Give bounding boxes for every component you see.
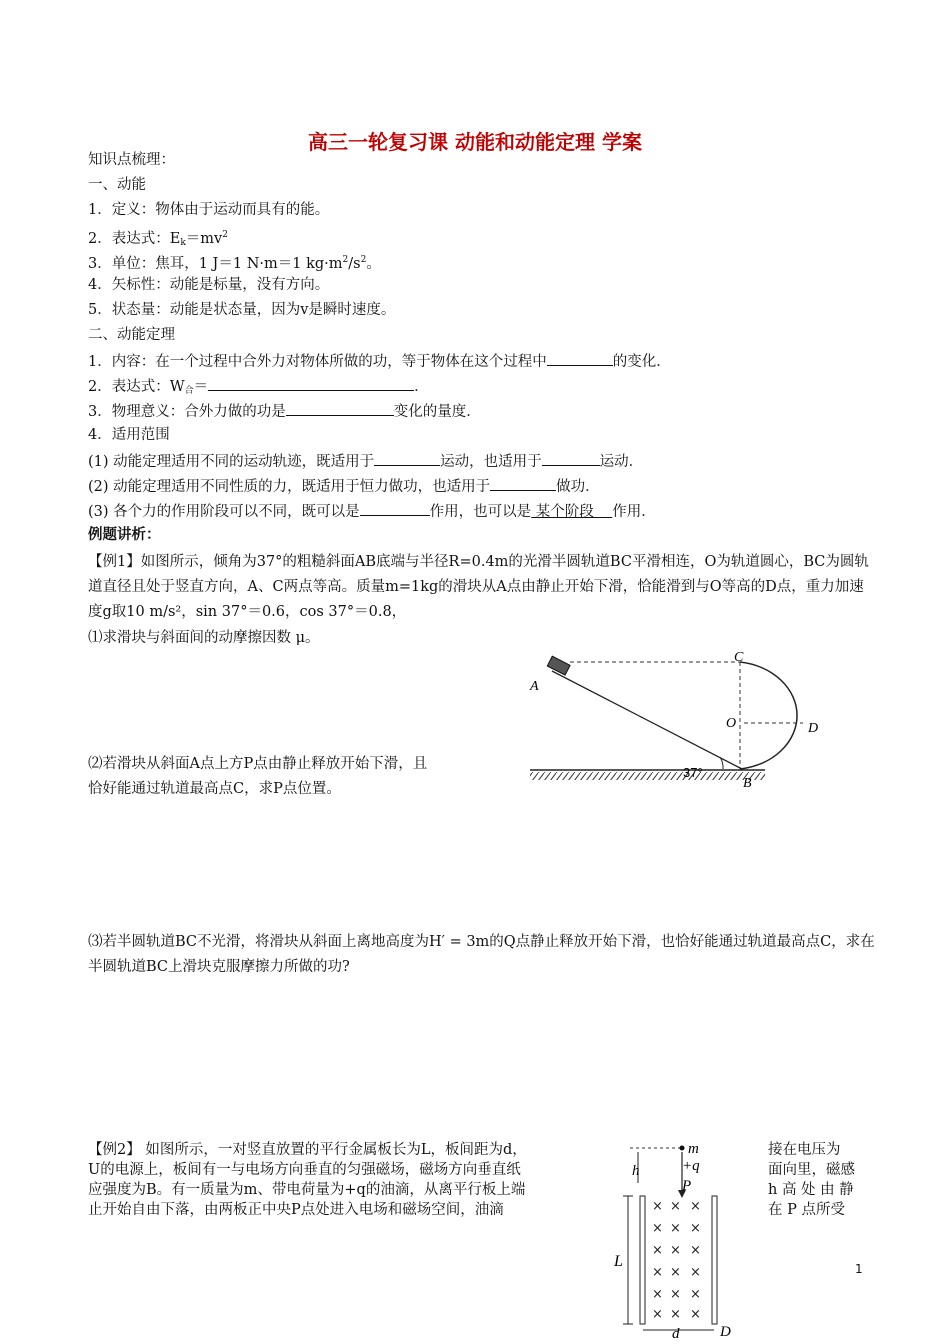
example-2-text-left: 【例2】 如图所示，一对竖直放置的平行金属板长为L，板间距为d， U的电源上，板间有一与电场方向垂直的匀强磁场，磁场方向垂直纸 应强度为B。有一质量为m、带电荷量为+q的油滴，从离平行板上端 止开始自由下落，由两板正中央P点处进入电场和磁场空间，油滴 [88,1142,527,1218]
blank-field[interactable] [542,450,600,466]
blank-field[interactable] [374,450,440,466]
semicircle-track [740,662,797,769]
svg-text:×: × [670,1287,681,1302]
svg-text:×: × [652,1287,663,1302]
item-state: 5．状态量：动能是状态量，因为v是瞬时速度。 [88,302,396,318]
blank-field[interactable] [547,350,613,366]
label-d-spacing: d [672,1326,680,1338]
label-o: O [726,716,737,731]
label-q: +q [682,1158,700,1174]
label-angle: 37° [683,765,703,780]
svg-text:×: × [652,1307,663,1322]
page-number: 1 [855,1262,863,1276]
theorem-scope: 4．适用范围 [88,427,170,443]
svg-text:×: × [670,1199,681,1214]
svg-text:×: × [670,1265,681,1280]
example-1-question-1: ⑴求滑块与斜面间的动摩擦因数 μ。 [88,630,320,646]
oil-drop [680,1146,685,1151]
blank-field[interactable] [490,475,556,491]
label-a: A [530,679,539,694]
blank-field[interactable] [360,500,430,516]
parallel-plates-figure [610,1138,745,1338]
svg-text:×: × [690,1243,701,1258]
examples-heading: 例题讲析： [88,527,161,543]
right-plate [712,1196,717,1324]
svg-text:×: × [690,1265,701,1280]
svg-text:×: × [670,1243,681,1258]
example-1-question-2b: 恰好能通过轨道最高点C，求P点位置。 [88,781,341,797]
theorem-content: 1．内容：在一个过程中合外力对物体所做的功，等于物体在这个过程中 的变化． [88,350,671,372]
svg-text:×: × [652,1221,663,1236]
example-2-text-right: 接在电压为 面向里，磁感 h 高 处 由 静 在 P 点所受 [768,1142,855,1218]
svg-text:×: × [670,1221,681,1236]
left-plate [640,1196,645,1324]
svg-text:×: × [690,1287,701,1302]
theorem-expression: 2．表达式：W合＝ ． [88,375,429,401]
label-d-plate: D [720,1324,731,1338]
scope-item-3: (3) 各个力的作用阶段可以不同，既可以是 作用，也可以是 某个阶段 作用． [88,500,656,522]
svg-text:×: × [652,1243,663,1258]
label-c: C [734,650,744,665]
page-title: 高三一轮复习课 动能和动能定理 学案 [308,130,642,154]
svg-text:×: × [652,1265,663,1280]
blank-field[interactable] [286,400,394,416]
item-expression: 2．表达式：$Ek=mv^2$ [88,230,228,248]
svg-text:×: × [670,1307,681,1322]
scope-item-2: (2) 动能定理适用不同性质的力，既适用于恒力做功，也适用于 做功． [88,475,600,497]
magnetic-field-crosses [652,1199,701,1322]
incline-semicircle-figure [520,645,820,800]
blank-field[interactable] [208,375,414,391]
example-1-question-2a: ⑵若滑块从斜面A点上方P点由静止释放开始下滑，且 [88,756,428,772]
svg-text:×: × [690,1307,701,1322]
scope-item-1: (1) 动能定理适用不同的运动轨迹，既适用于 运动，也适用于 运动． [88,450,643,472]
svg-text:×: × [652,1199,663,1214]
svg-text:×: × [690,1199,701,1214]
theorem-meaning: 3．物理意义：合外力做的功是 变化的量度． [88,400,481,422]
label-b: B [743,776,752,791]
incline-ab [552,671,742,769]
label-l: L [614,1253,623,1270]
section-1-title: 一、动能 [88,177,146,193]
slider-block [547,656,570,675]
section-2-title: 二、动能定理 [88,327,175,343]
item-definition: 1．定义：物体由于运动而具有的能。 [88,202,330,218]
label-m: m [688,1141,699,1157]
item-scalar: 4．矢标性：动能是标量，没有方向。 [88,277,330,293]
example-1-question-3: ⑶若半圆轨道BC不光滑，将滑块从斜面上离地高度为H′ = 3m的Q点静止释放开始下滑，也恰好能通过轨道最高点C，求在半圆轨道BC上滑块克服摩擦力所做的功? [88,934,875,975]
example-1-text: 【例1】如图所示，倾角为37°的粗糙斜面AB底端与半径R=0.4m的光滑半圆轨道BC平滑相连，O为轨道圆心，BC为圆轨道直径且处于竖直方向，A、C两点等高。质量m=1kg的滑块从A点由静止开始下滑，恰能滑到与O等高的D点，重力加速度g取10 m/s²，sin 37°＝0.6，cos 37°＝0.8， [88,554,869,620]
svg-text:×: × [690,1221,701,1236]
label-p: P [682,1178,692,1194]
label-d: D [808,721,819,736]
ground-hatch [530,772,765,780]
section-heading-points: 知识点梳理： [88,152,175,168]
label-h: h [632,1163,640,1179]
item-unit: 3．单位：焦耳，1 J＝1 N·m＝1 $kg\cdot m^2/s^2$。 [88,255,381,272]
